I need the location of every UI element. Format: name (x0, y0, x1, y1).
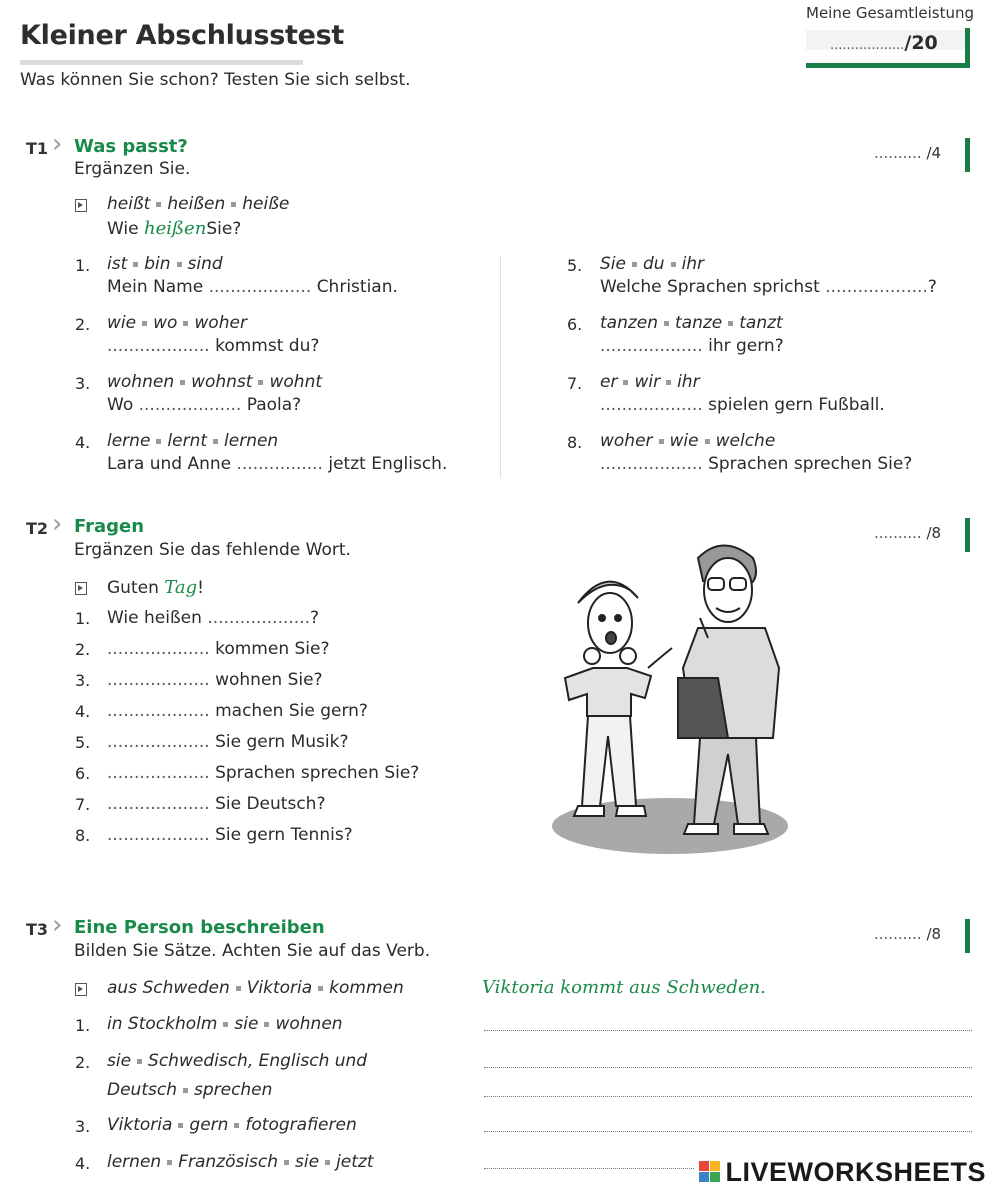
option: lerne (107, 431, 151, 451)
option: lernen (224, 431, 279, 451)
option: Viktoria (107, 1115, 173, 1135)
t1-score-bar (965, 138, 970, 172)
sentence-end: ! (197, 578, 204, 598)
t1-item-8-sentence (600, 454, 912, 474)
option: er (600, 372, 618, 392)
t1-instruction: Ergänzen Sie. (74, 159, 191, 179)
option: heißen (167, 194, 226, 214)
sentence-end: Paola? (246, 395, 302, 415)
option: tanzen (600, 313, 659, 333)
item-number: 1. (75, 609, 91, 628)
option: wohnt (269, 372, 323, 392)
option: Französisch (178, 1152, 279, 1172)
t2-item-2 (107, 639, 330, 659)
t3-title: Eine Person beschreiben (74, 917, 325, 938)
answer-line-input[interactable] (484, 1131, 972, 1132)
sentence-start: Mein Name (107, 277, 204, 297)
man-figure (678, 546, 779, 835)
item-number: 4. (75, 433, 91, 452)
t1-item-1-options (107, 254, 223, 274)
blank-input[interactable]: ................... (138, 395, 242, 415)
total-score[interactable] (830, 32, 938, 54)
t1-item-3-sentence (107, 395, 301, 415)
option: tanze (675, 313, 723, 333)
option: sie (234, 1014, 259, 1034)
sentence-end: ? (927, 277, 937, 297)
t3-score-dots: .......... (874, 925, 922, 943)
option: jetzt (336, 1152, 374, 1172)
item-number: 5. (75, 733, 91, 752)
t1-item-5-options (600, 254, 704, 274)
item-number: 2. (75, 1053, 91, 1072)
option: kommen (329, 978, 404, 998)
sentence-start: Guten (107, 578, 159, 598)
sentence-end: machen Sie gern? (215, 701, 368, 721)
t1-score-max: /4 (926, 144, 942, 162)
item-number: 2. (75, 315, 91, 334)
option: gern (189, 1115, 229, 1135)
blank-input[interactable]: ................... (107, 763, 210, 783)
item-number: 1. (75, 1016, 91, 1035)
item-number: 3. (75, 671, 91, 690)
option: lernen (107, 1152, 162, 1172)
t1-item-8-options (600, 431, 775, 451)
chevron-right-icon: › (52, 509, 63, 539)
blank-input[interactable]: ................... (600, 336, 703, 356)
t3-item-2-options-line1 (107, 1051, 367, 1071)
t1-item-6-options (600, 313, 783, 333)
t1-item-2-options (107, 313, 247, 333)
t1-item-4-options (107, 431, 278, 451)
t2-item-5 (107, 732, 348, 752)
total-score-label: Meine Gesamtleistung (806, 4, 974, 22)
blank-input[interactable]: ................... (207, 608, 311, 628)
item-number: 4. (75, 1154, 91, 1173)
option: sie (107, 1051, 132, 1071)
column-divider (500, 256, 501, 478)
answer-line-input[interactable] (484, 1168, 694, 1169)
option: aus Schweden (107, 978, 230, 998)
example-marker-icon (75, 582, 87, 595)
example-marker-icon (75, 983, 87, 996)
option: lernt (167, 431, 208, 451)
t3-example-options (107, 978, 404, 998)
sentence-end: Christian. (316, 277, 398, 297)
woman-figure (565, 582, 672, 816)
option: ist (107, 254, 128, 274)
t3-score-max: /8 (926, 925, 942, 943)
t1-item-5-sentence (600, 277, 937, 297)
t2-score[interactable] (874, 524, 941, 542)
chevron-right-icon: › (52, 910, 63, 940)
item-number: 6. (75, 764, 91, 783)
item-number: 3. (75, 374, 91, 393)
t2-item-3 (107, 670, 323, 690)
item-number: 7. (567, 374, 583, 393)
title-underline (20, 60, 303, 65)
item-number: 6. (567, 315, 583, 334)
option: woher (600, 431, 653, 451)
item-number: 8. (567, 433, 583, 452)
option: ihr (677, 372, 700, 392)
blank-input[interactable]: ................... (600, 454, 703, 474)
sentence-start: Lara und Anne (107, 454, 232, 474)
blank-input[interactable]: ................... (208, 277, 312, 297)
option: wohnen (275, 1014, 343, 1034)
t1-item-3-options (107, 372, 322, 392)
answer-line-input[interactable] (484, 1067, 972, 1068)
t3-item-3-options (107, 1115, 357, 1135)
option: wie (669, 431, 699, 451)
t2-number: T2 (26, 519, 49, 538)
answer-line-input[interactable] (484, 1096, 972, 1097)
option: wo (153, 313, 178, 333)
item-number: 3. (75, 1117, 91, 1136)
option: wohnen (107, 372, 175, 392)
t1-score-dots: .......... (874, 144, 922, 162)
option: heißt (107, 194, 151, 214)
sentence-end: kommen Sie? (215, 639, 330, 659)
item-number: 4. (75, 702, 91, 721)
page-title: Kleiner Abschlusstest (20, 20, 345, 51)
sentence-end: kommst du? (215, 336, 320, 356)
option: Viktoria (246, 978, 313, 998)
option: Deutsch (107, 1080, 177, 1100)
item-number: 2. (75, 640, 91, 659)
sentence-end: Sie gern Musik? (215, 732, 349, 752)
liveworksheets-watermark (699, 1157, 986, 1188)
sentence-end: Sprachen sprechen Sie? (708, 454, 913, 474)
liveworksheets-logo-icon (699, 1161, 721, 1183)
option: sind (187, 254, 223, 274)
option: heiße (242, 194, 290, 214)
t1-number: T1 (26, 139, 49, 158)
example-answer: heißen (144, 218, 207, 239)
sentence-end: Sie Deutsch? (215, 794, 326, 814)
t1-item-4-sentence (107, 454, 447, 474)
t1-example-sentence (107, 218, 241, 239)
option: welche (715, 431, 776, 451)
sentence-end: Sprachen sprechen Sie? (215, 763, 420, 783)
option: fotografieren (245, 1115, 357, 1135)
option: wohnst (191, 372, 253, 392)
t2-item-6 (107, 763, 419, 783)
page-subtitle: Was können Sie schon? Testen Sie sich selbst. (20, 70, 411, 90)
answer-line-input[interactable] (484, 1030, 972, 1031)
option: in Stockholm (107, 1014, 218, 1034)
example-answer: Tag (164, 577, 198, 598)
sentence-start: Wie (107, 219, 139, 239)
t1-title: Was passt? (74, 136, 188, 157)
sentence-end: wohnen Sie? (215, 670, 323, 690)
total-score-max: /20 (904, 32, 938, 54)
sentence-start: Wo (107, 395, 134, 415)
sentence-start: Welche Sprachen sprichst (600, 277, 820, 297)
blank-input[interactable]: ................... (107, 701, 210, 721)
sentence-end: Sie gern Tennis? (215, 825, 353, 845)
sentence-end: Sie? (206, 219, 242, 239)
t1-item-6-sentence (600, 336, 784, 356)
option: wir (634, 372, 661, 392)
item-number: 5. (567, 256, 583, 275)
t1-score[interactable] (874, 144, 941, 162)
option: sie (295, 1152, 320, 1172)
t1-example-options (107, 194, 289, 214)
t1-item-1-sentence (107, 277, 398, 297)
item-number: 8. (75, 826, 91, 845)
item-number: 7. (75, 795, 91, 814)
sentence-start: Wie heißen (107, 608, 202, 628)
example-marker-icon (75, 199, 87, 212)
t3-item-1-options (107, 1014, 343, 1034)
watermark-text: LIVEWORKSHEETS (725, 1157, 986, 1187)
t1-item-2-sentence (107, 336, 319, 356)
blank-input[interactable]: ................... (107, 825, 210, 845)
t3-item-4-options (107, 1152, 374, 1172)
t2-title: Fragen (74, 516, 145, 537)
t2-example-sentence (107, 577, 204, 598)
option: du (642, 254, 665, 274)
blank-input[interactable]: ................... (107, 732, 210, 752)
option: bin (144, 254, 171, 274)
t2-score-dots: .......... (874, 524, 922, 542)
two-people-illustration (548, 528, 798, 858)
option: sprechen (193, 1080, 273, 1100)
item-number: 1. (75, 256, 91, 275)
blank-input[interactable]: ................... (825, 277, 928, 297)
sentence-end: ihr gern? (708, 336, 784, 356)
option: wie (107, 313, 137, 333)
t2-item-7 (107, 794, 325, 814)
blank-input[interactable]: ................... (107, 639, 210, 659)
chevron-right-icon: › (52, 129, 63, 159)
t2-item-8 (107, 825, 353, 845)
total-score-dots: .................. (830, 38, 905, 53)
t3-score-bar (965, 919, 970, 953)
t3-item-2-options-line2 (107, 1080, 272, 1100)
blank-input[interactable]: ................... (107, 794, 210, 814)
sentence-end: jetzt Englisch. (328, 454, 448, 474)
t3-instruction: Bilden Sie Sätze. Achten Sie auf das Verb. (74, 941, 431, 961)
t2-instruction: Ergänzen Sie das fehlende Wort. (74, 540, 351, 560)
t3-number: T3 (26, 920, 49, 939)
option: Sie (600, 254, 626, 274)
blank-input[interactable]: ................... (107, 336, 210, 356)
t2-score-bar (965, 518, 970, 552)
option: Schwedisch, Englisch und (148, 1051, 368, 1071)
t2-item-1 (107, 608, 319, 628)
t1-item-7-sentence (600, 395, 885, 415)
sentence-end: ? (310, 608, 320, 628)
blank-input[interactable]: ................ (236, 454, 323, 474)
blank-input[interactable]: ................... (600, 395, 703, 415)
t2-score-max: /8 (926, 524, 942, 542)
option: woher (194, 313, 247, 333)
sentence-end: spielen gern Fußball. (708, 395, 885, 415)
option: ihr (681, 254, 705, 274)
t1-item-7-options (600, 372, 700, 392)
t3-score[interactable] (874, 925, 941, 943)
blank-input[interactable]: ................... (107, 670, 210, 690)
t2-item-4 (107, 701, 368, 721)
t3-example-answer: Viktoria kommt aus Schweden. (482, 977, 766, 998)
option: tanzt (739, 313, 783, 333)
